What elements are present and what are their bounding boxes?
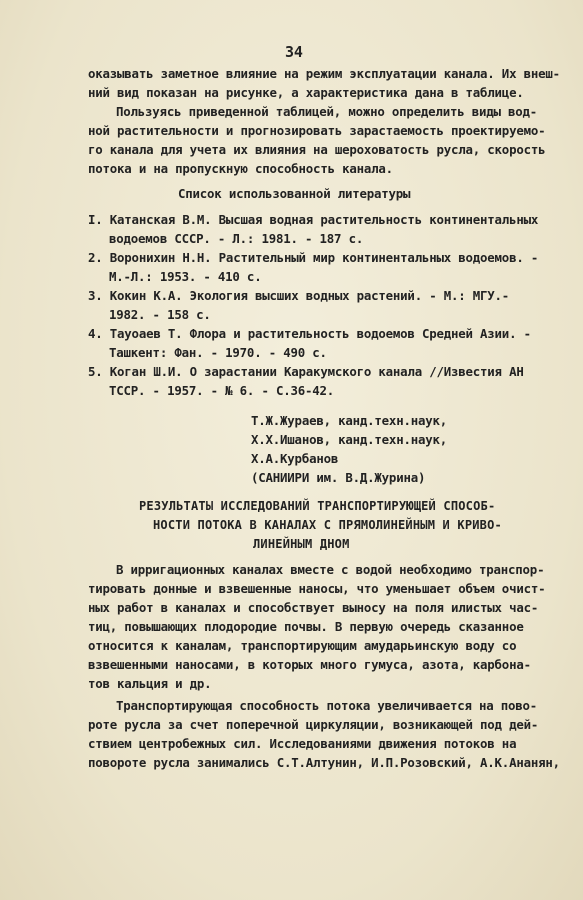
body-line: роте русла за счет поперечной циркуляции, возникающей под дей- — [88, 717, 539, 732]
reference-item: I. Катанская В.М. Высшая водная растительность континентальных — [88, 212, 539, 227]
reference-item: М.-Л.: 1953. - 410 с. — [109, 269, 262, 284]
author-line: Х.А.Курбанов — [251, 451, 339, 466]
body-line: тировать донные и взвешенные наносы, что уменьшает объем очист- — [88, 581, 546, 596]
references-title: Список использованной литературы — [178, 186, 411, 201]
body-line: повороте русла занимались С.Т.Алтунин, И.П.Розовский, А.К.Ананян, — [88, 755, 560, 770]
reference-item: Ташкент: Фан. - 1970. - 490 с. — [109, 345, 327, 360]
author-line: Х.Х.Ишанов, канд.техн.наук, — [251, 432, 448, 447]
reference-item: 1982. - 158 с. — [109, 307, 211, 322]
intro-line: Пользуясь приведенной таблицей, можно определить виды вод- — [116, 104, 538, 119]
intro-line: ний вид показан на рисунке, а характеристика дана в таблице. — [88, 85, 524, 100]
body-line: относится к каналам, транспортирующим амударьинскую воду со — [88, 638, 517, 653]
intro-line: го канала для учета их влияния на шероховатость русла, скорость — [88, 142, 546, 157]
author-line: (САНИИРИ им. В.Д.Журина) — [251, 470, 426, 485]
body-line: ных работ в каналах и способствует выносу на поля илистых час- — [88, 600, 539, 615]
body-line: тиц, повышающих плодородие почвы. В первую очередь сказанное — [88, 619, 524, 634]
reference-item: ТССР. - 1957. - № 6. - С.36-42. — [109, 383, 335, 398]
page-number: 34 — [285, 43, 303, 61]
intro-line: ной растительности и прогнозировать зарастаемость проектируемо- — [88, 123, 546, 138]
reference-item: 2. Воронихин Н.Н. Растительный мир континентальных водоемов. - — [88, 250, 539, 265]
body-line: тов кальция и др. — [88, 676, 212, 691]
author-line: Т.Ж.Жураев, канд.техн.наук, — [251, 413, 448, 428]
reference-item: 5. Коган Ш.И. О зарастании Каракумского канала //Известия АН — [88, 364, 524, 379]
body-line: взвешенными наносами, в которых много гумуса, азота, карбона- — [88, 657, 531, 672]
intro-line: потока и на пропускную способность канала. — [88, 161, 393, 176]
body-line: В ирригационных каналах вместе с водой необходимо транспор- — [116, 562, 545, 577]
reference-item: водоемов СССР. - Л.: 1981. - 187 с. — [109, 231, 364, 246]
body-line: Транспортирующая способность потока увеличивается на пово- — [116, 698, 538, 713]
article-title-line: РЕЗУЛЬТАТЫ ИССЛЕДОВАНИЙ ТРАНСПОРТИРУЮЩЕЙ СПОСОБ- — [139, 499, 496, 513]
article-title-line: ЛИНЕЙНЫМ ДНОМ — [253, 537, 350, 551]
reference-item: 3. Кокин К.А. Экология высших водных растений. - М.: МГУ.- — [88, 288, 510, 303]
reference-item: 4. Тауоаев Т. Флора и растительность водоемов Средней Азии. - — [88, 326, 531, 341]
article-title-line: НОСТИ ПОТОКА В КАНАЛАХ С ПРЯМОЛИНЕЙНЫМ И КРИВО- — [153, 518, 502, 532]
intro-line: оказывать заметное влияние на режим эксплуатации канала. Их внеш- — [88, 66, 560, 81]
body-line: ствием центробежных сил. Исследованиями движения потоков на — [88, 736, 517, 751]
